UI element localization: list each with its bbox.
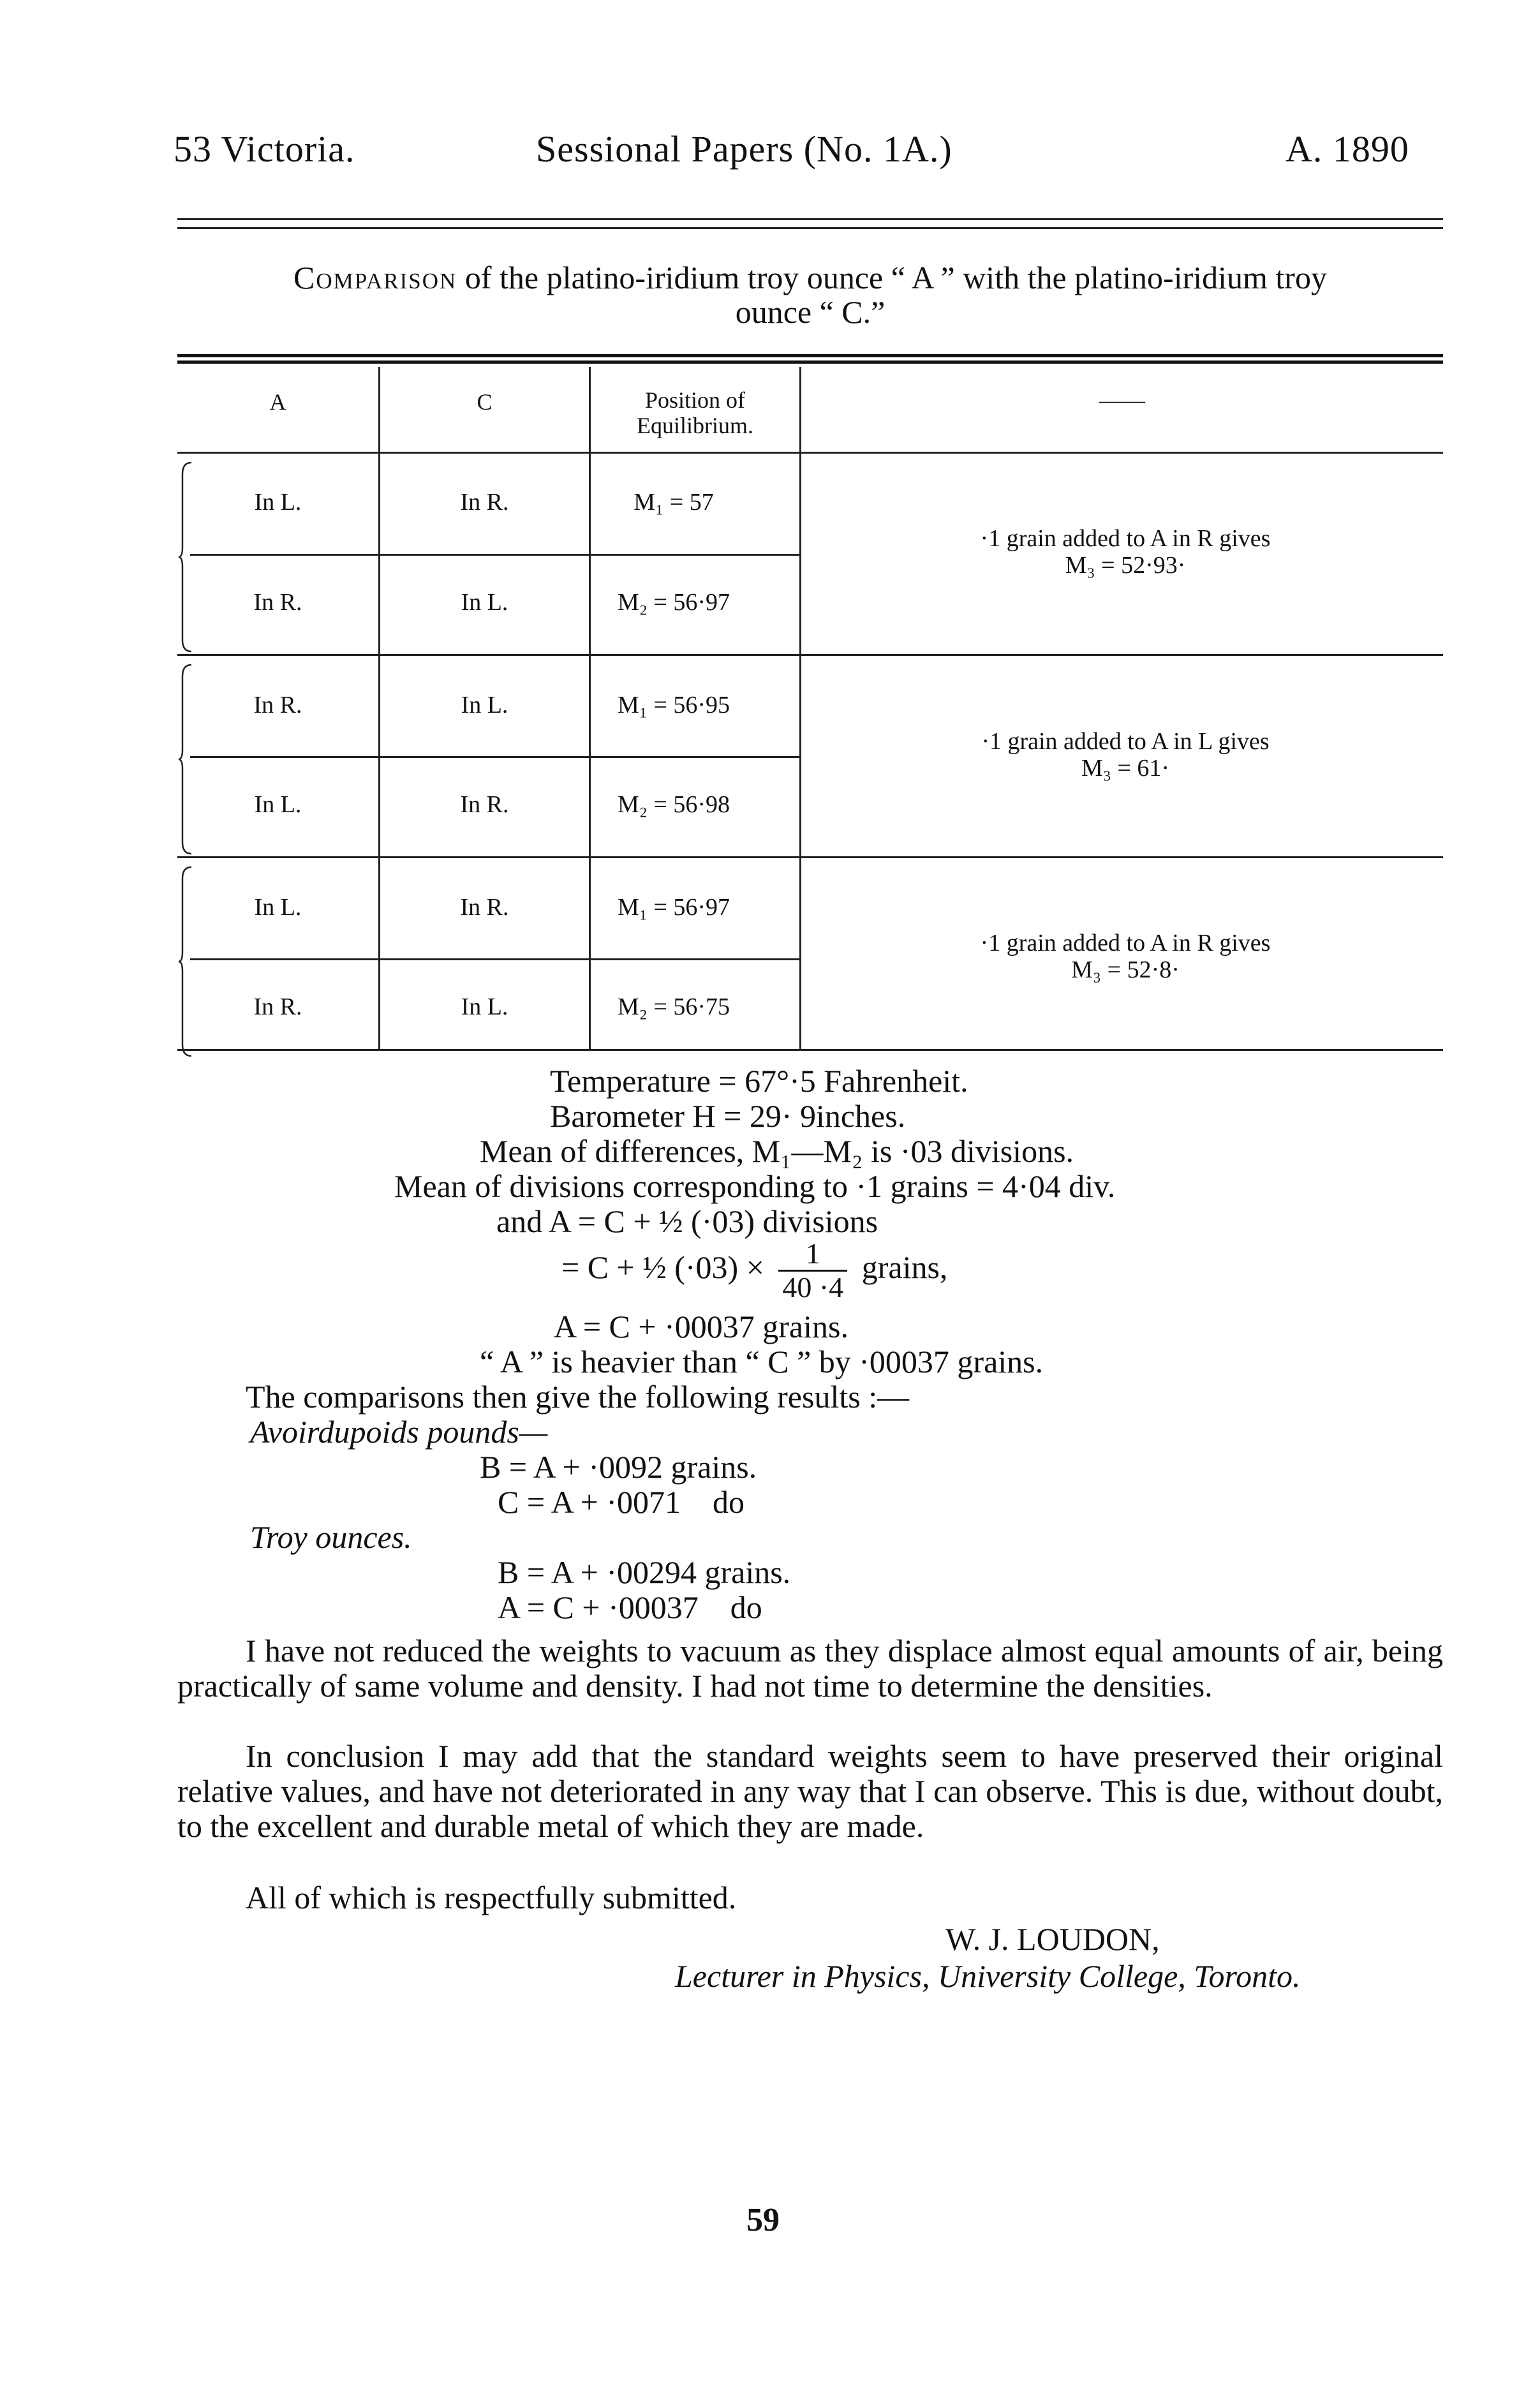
a-result-line: A = C + ·00037 grains. <box>554 1309 848 1344</box>
fraction-numerator: 1 <box>778 1238 847 1272</box>
signature-name: W. J. LOUDON, <box>945 1921 1160 1957</box>
paragraph-conclusion: In conclusion I may add that the standard weights seem to have preserved their original relative values, and have not deteriorated in any way that I can observe. This is due, without doubt, to the excellent and durable metal of which they are made. <box>177 1738 1443 1844</box>
header-position-line1: Position of <box>644 387 746 413</box>
header-position-line2: Equilibrium. <box>637 413 753 438</box>
signature-title: Lecturer in Physics, University College, Toronto. <box>675 1958 1301 1994</box>
g1-bottom-rule <box>177 654 1443 656</box>
caption-lead-word: Comparison <box>293 260 457 295</box>
g1-row-divider <box>190 554 799 556</box>
temperature-line: Temperature = 67°·5 Fahrenheit. <box>550 1063 968 1099</box>
caption-line1: of the platino-iridium troy ounce “ A ” with the platino-iridium troy <box>464 260 1327 295</box>
g3-r2-a: In R. <box>253 993 302 1020</box>
header-position <box>591 387 799 438</box>
g2-note-line2: M₃ = 61· <box>1081 755 1170 782</box>
table-bottom-rule <box>177 1049 1443 1051</box>
caption-line2: ounce “ C.” <box>735 294 885 330</box>
header-rule-bottom <box>177 227 1443 229</box>
g3-row-divider <box>190 958 799 960</box>
table-top-rule-2 <box>177 360 1443 364</box>
g2-bottom-rule <box>177 856 1443 858</box>
g1-note-line2: M₃ = 52·93· <box>1065 552 1186 579</box>
heavier-line: “ A ” is heavier than “ C ” by ·00037 grains. <box>480 1344 1044 1379</box>
comparisons-intro: The comparisons then give the following results :— <box>246 1379 910 1415</box>
table-caption <box>177 260 1443 329</box>
g1-r1-m: M₁ = 57 <box>633 489 714 516</box>
g1-r2-m: M₂ = 56·97 <box>617 589 730 616</box>
g2-r2-c: In R. <box>460 791 509 818</box>
g3-r1-c: In R. <box>460 894 509 921</box>
header-bottom-rule <box>177 452 1443 454</box>
header-c: C <box>477 389 493 415</box>
equation-rhs: grains, <box>861 1249 948 1285</box>
table-top-rule <box>177 354 1443 357</box>
g1-r1-a: In L. <box>254 489 302 516</box>
header-title: Sessional Papers (No. 1A.) <box>536 128 952 170</box>
troy-result-1: B = A + ·00294 grains. <box>498 1554 791 1590</box>
paragraph-submitted: All of which is respectfully submitted. <box>246 1880 737 1915</box>
troy-result-2: A = C + ·00037 do <box>498 1589 762 1625</box>
g2-r1-a: In R. <box>253 692 302 718</box>
troy-label: Troy ounces. <box>250 1519 412 1555</box>
header-remarks: —— <box>1099 387 1145 413</box>
g1-note-line1: ·1 grain added to A in R gives <box>980 525 1271 552</box>
g2-r2-m: M₂ = 56·98 <box>617 791 730 818</box>
g3-r1-a: In L. <box>254 894 302 921</box>
comparison-table <box>177 354 1443 1051</box>
g2-r1-c: In L. <box>461 692 508 718</box>
header-year: A. 1890 <box>1285 128 1409 170</box>
barometer-line: Barometer H = 29· 9inches. <box>550 1098 906 1134</box>
page-number: 59 <box>746 2202 780 2238</box>
g3-r2-m: M₂ = 56·75 <box>617 993 730 1020</box>
g1-note <box>809 525 1442 579</box>
g2-note <box>809 728 1442 782</box>
mean-divisions-line: Mean of divisions corresponding to ·1 grains = 4·04 div. <box>394 1168 1116 1204</box>
g2-row-divider <box>190 756 799 758</box>
g3-note-line1: ·1 grain added to A in R gives <box>980 930 1271 956</box>
g3-r1-m: M₁ = 56·97 <box>617 894 730 921</box>
avoirdupois-result-1: B = A + ·0092 grains. <box>480 1449 757 1485</box>
equation-lhs: = C + ½ (·03) × <box>561 1249 764 1285</box>
header-rule-top <box>177 218 1443 220</box>
header-a: A <box>269 389 286 415</box>
avoirdupois-result-2: C = A + ·0071 do <box>498 1484 744 1520</box>
g1-r1-c: In R. <box>460 489 509 516</box>
col-divider-3 <box>799 367 801 1051</box>
g2-r1-m: M₁ = 56·95 <box>617 692 730 718</box>
g3-note <box>809 930 1442 983</box>
g3-r2-c: In L. <box>461 993 508 1020</box>
fraction-denominator: 40 ·4 <box>782 1271 844 1304</box>
g2-note-line1: ·1 grain added to A in L gives <box>981 728 1270 755</box>
equation-line <box>561 1238 947 1304</box>
mean-differences-line: Mean of differences, M₁—M₂ is ·03 divisions. <box>480 1133 1074 1169</box>
equation-fraction <box>778 1238 847 1304</box>
header-volume: 53 Victoria. <box>174 128 355 170</box>
g2-r2-a: In L. <box>254 791 302 818</box>
paragraph-vacuum: I have not reduced the weights to vacuum as they displace almost equal amounts of air, being practically of same volume and density. I had not time to determine the densities. <box>177 1633 1443 1704</box>
avoirdupois-label: Avoirdupoids pounds— <box>250 1414 548 1450</box>
g3-note-line2: M₃ = 52·8· <box>1071 956 1180 983</box>
g1-r2-c: In L. <box>461 589 508 616</box>
g1-r2-a: In R. <box>253 589 302 616</box>
and-line: and A = C + ½ (·03) divisions <box>496 1203 878 1239</box>
